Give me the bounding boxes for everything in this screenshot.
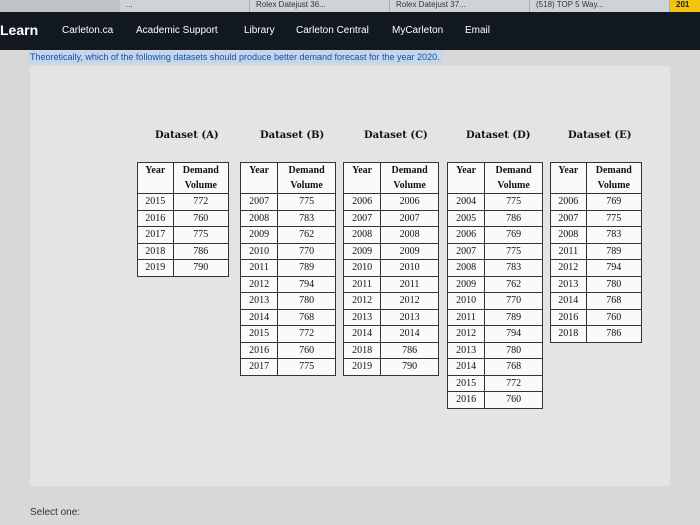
table-row — [448, 342, 543, 359]
year-cell: 2015 — [448, 375, 485, 392]
table-row — [448, 309, 543, 326]
table-row — [241, 260, 336, 277]
table-row — [551, 326, 642, 343]
browser-tab[interactable]: 201 — [670, 0, 700, 12]
dataset-e-title: Dataset (E) — [568, 130, 632, 141]
demand-cell: 789 — [278, 260, 336, 277]
year-cell: 2013 — [241, 293, 278, 310]
demand-cell: 2011 — [381, 276, 439, 293]
table-row — [138, 210, 229, 227]
table-row — [551, 260, 642, 277]
demand-cell: 780 — [586, 276, 641, 293]
browser-tab[interactable]: Rolex Datejust 36... — [250, 0, 390, 12]
table-row — [448, 276, 543, 293]
year-cell: 2012 — [448, 326, 485, 343]
demand-cell: 768 — [485, 359, 543, 376]
table-row — [448, 359, 543, 376]
table-header-row — [448, 163, 543, 194]
year-cell: 2006 — [344, 194, 381, 211]
table-row — [448, 375, 543, 392]
table-row — [138, 243, 229, 260]
demand-cell: 794 — [278, 276, 336, 293]
demand-cell: 2009 — [381, 243, 439, 260]
volume-label: Volume — [393, 180, 426, 191]
demand-label: Demand — [495, 165, 532, 176]
year-cell: 2006 — [448, 227, 485, 244]
demand-cell: 775 — [485, 243, 543, 260]
year-cell: 2007 — [448, 243, 485, 260]
table-row — [551, 293, 642, 310]
table-row — [344, 309, 439, 326]
demand-cell: 760 — [485, 392, 543, 409]
demand-cell: 768 — [586, 293, 641, 310]
year-cell: 2018 — [551, 326, 587, 343]
table-row — [344, 260, 439, 277]
nav-link-library[interactable]: Library — [244, 25, 275, 36]
demand-cell: 2012 — [381, 293, 439, 310]
year-header: Year — [551, 163, 587, 194]
year-cell: 2016 — [551, 309, 587, 326]
year-cell: 2017 — [138, 227, 174, 244]
volume-label: Volume — [290, 180, 323, 191]
demand-volume-header — [485, 163, 543, 194]
nav-link-email[interactable]: Email — [465, 25, 491, 36]
dataset-a-title: Dataset (A) — [155, 130, 219, 141]
year-cell: 2007 — [344, 210, 381, 227]
browser-tab-strip — [0, 0, 700, 12]
table-row — [344, 276, 439, 293]
year-header: Year — [448, 163, 485, 194]
year-cell: 2009 — [344, 243, 381, 260]
demand-volume-header — [586, 163, 641, 194]
demand-cell: 780 — [278, 293, 336, 310]
demand-label: Demand — [595, 165, 632, 176]
demand-cell: 783 — [485, 260, 543, 277]
table-row — [551, 276, 642, 293]
dataset-e-table — [550, 162, 642, 343]
table-row — [241, 227, 336, 244]
year-cell: 2019 — [138, 260, 174, 277]
nav-link-carleton-central[interactable]: Carleton Central — [296, 25, 369, 36]
year-cell: 2011 — [448, 309, 485, 326]
table-row — [344, 359, 439, 376]
dataset-b-title: Dataset (B) — [260, 130, 325, 141]
year-cell: 2014 — [551, 293, 587, 310]
table-row — [551, 227, 642, 244]
table-row — [138, 227, 229, 244]
demand-cell: 790 — [173, 260, 228, 277]
volume-label: Volume — [184, 180, 217, 191]
browser-tab[interactable]: ... — [120, 0, 250, 12]
table-row — [344, 293, 439, 310]
year-cell: 2016 — [448, 392, 485, 409]
demand-cell: 760 — [173, 210, 228, 227]
table-row — [448, 392, 543, 409]
table-row — [138, 260, 229, 277]
demand-cell: 783 — [278, 210, 336, 227]
volume-label: Volume — [597, 180, 630, 191]
year-cell: 2008 — [448, 260, 485, 277]
demand-cell: 769 — [485, 227, 543, 244]
demand-cell: 794 — [485, 326, 543, 343]
nav-link-carleton[interactable]: Carleton.ca — [62, 25, 114, 36]
table-row — [241, 243, 336, 260]
table-row — [241, 194, 336, 211]
table-row — [344, 194, 439, 211]
demand-cell: 762 — [485, 276, 543, 293]
year-cell: 2011 — [241, 260, 278, 277]
demand-cell: 789 — [586, 243, 641, 260]
demand-cell: 790 — [381, 359, 439, 376]
demand-cell: 760 — [586, 309, 641, 326]
table-row — [241, 210, 336, 227]
year-cell: 2016 — [138, 210, 174, 227]
demand-cell: 2010 — [381, 260, 439, 277]
year-cell: 2013 — [344, 309, 381, 326]
browser-tab[interactable]: (518) TOP 5 Way... — [530, 0, 670, 12]
table-row — [344, 342, 439, 359]
demand-label: Demand — [182, 165, 219, 176]
demand-cell: 769 — [586, 194, 641, 211]
year-header: Year — [138, 163, 174, 194]
dataset-d-table — [447, 162, 543, 409]
table-row — [448, 227, 543, 244]
demand-cell: 786 — [173, 243, 228, 260]
demand-cell: 2008 — [381, 227, 439, 244]
table-row — [241, 293, 336, 310]
demand-cell: 772 — [485, 375, 543, 392]
year-cell: 2004 — [448, 194, 485, 211]
demand-cell: 772 — [278, 326, 336, 343]
dataset-b-table — [240, 162, 336, 376]
year-cell: 2015 — [138, 194, 174, 211]
demand-label: Demand — [288, 165, 325, 176]
table-row — [551, 194, 642, 211]
demand-cell: 786 — [586, 326, 641, 343]
year-cell: 2009 — [448, 276, 485, 293]
select-one-label: Select one: — [30, 507, 81, 518]
year-cell: 2009 — [241, 227, 278, 244]
table-row — [241, 342, 336, 359]
demand-volume-header — [278, 163, 336, 194]
question-text: Theoretically, which of the following datasets should produce better demand forecast for the year 2020. — [30, 52, 440, 62]
year-cell: 2010 — [344, 260, 381, 277]
year-cell: 2011 — [551, 243, 587, 260]
volume-label: Volume — [497, 180, 530, 191]
year-cell: 2014 — [344, 326, 381, 343]
nav-link-academic-support[interactable]: Academic Support — [136, 25, 218, 36]
year-cell: 2008 — [241, 210, 278, 227]
demand-cell: 780 — [485, 342, 543, 359]
year-cell: 2013 — [551, 276, 587, 293]
year-cell: 2014 — [448, 359, 485, 376]
table-row — [344, 326, 439, 343]
year-cell: 2010 — [448, 293, 485, 310]
demand-cell: 2013 — [381, 309, 439, 326]
table-row — [448, 243, 543, 260]
table-header-row — [551, 163, 642, 194]
demand-cell: 2006 — [381, 194, 439, 211]
year-cell: 2011 — [344, 276, 381, 293]
table-row — [344, 227, 439, 244]
table-header-row — [241, 163, 336, 194]
table-row — [241, 326, 336, 343]
demand-cell: 786 — [485, 210, 543, 227]
demand-cell: 770 — [485, 293, 543, 310]
table-row — [448, 260, 543, 277]
year-cell: 2019 — [344, 359, 381, 376]
year-cell: 2007 — [551, 210, 587, 227]
table-row — [448, 293, 543, 310]
demand-cell: 783 — [586, 227, 641, 244]
year-cell: 2007 — [241, 194, 278, 211]
demand-cell: 760 — [278, 342, 336, 359]
demand-volume-header — [381, 163, 439, 194]
table-row — [241, 276, 336, 293]
table-row — [551, 243, 642, 260]
year-cell: 2018 — [344, 342, 381, 359]
year-cell: 2006 — [551, 194, 587, 211]
dataset-c-title: Dataset (C) — [364, 130, 428, 141]
demand-cell: 2014 — [381, 326, 439, 343]
year-cell: 2005 — [448, 210, 485, 227]
demand-cell: 2007 — [381, 210, 439, 227]
demand-cell: 770 — [278, 243, 336, 260]
year-cell: 2016 — [241, 342, 278, 359]
year-cell: 2012 — [241, 276, 278, 293]
demand-cell: 786 — [381, 342, 439, 359]
demand-cell: 794 — [586, 260, 641, 277]
table-row — [241, 359, 336, 376]
nav-link-mycarleton[interactable]: MyCarleton — [392, 25, 444, 36]
demand-cell: 772 — [173, 194, 228, 211]
demand-label: Demand — [391, 165, 428, 176]
year-cell: 2014 — [241, 309, 278, 326]
dataset-d-title: Dataset (D) — [466, 130, 531, 141]
table-row — [448, 210, 543, 227]
demand-cell: 775 — [173, 227, 228, 244]
browser-tab[interactable]: Rolex Datejust 37... — [390, 0, 530, 12]
demand-cell: 775 — [485, 194, 543, 211]
site-navbar — [0, 12, 700, 50]
table-header-row — [344, 163, 439, 194]
demand-cell: 775 — [278, 194, 336, 211]
demand-cell: 762 — [278, 227, 336, 244]
year-cell: 2017 — [241, 359, 278, 376]
dataset-a-table — [137, 162, 229, 277]
demand-cell: 768 — [278, 309, 336, 326]
demand-cell: 775 — [586, 210, 641, 227]
year-cell: 2012 — [344, 293, 381, 310]
table-row — [138, 194, 229, 211]
dataset-c-table — [343, 162, 439, 376]
year-cell: 2018 — [138, 243, 174, 260]
table-row — [344, 243, 439, 260]
year-cell: 2012 — [551, 260, 587, 277]
year-header: Year — [344, 163, 381, 194]
brand-label[interactable]: Learn — [0, 22, 39, 38]
demand-volume-header — [173, 163, 228, 194]
table-row — [448, 194, 543, 211]
demand-cell: 789 — [485, 309, 543, 326]
year-cell: 2008 — [551, 227, 587, 244]
year-header: Year — [241, 163, 278, 194]
table-row — [551, 309, 642, 326]
demand-cell: 775 — [278, 359, 336, 376]
year-cell: 2013 — [448, 342, 485, 359]
table-row — [344, 210, 439, 227]
table-row — [448, 326, 543, 343]
year-cell: 2010 — [241, 243, 278, 260]
table-row — [551, 210, 642, 227]
table-header-row — [138, 163, 229, 194]
table-row — [241, 309, 336, 326]
year-cell: 2008 — [344, 227, 381, 244]
year-cell: 2015 — [241, 326, 278, 343]
